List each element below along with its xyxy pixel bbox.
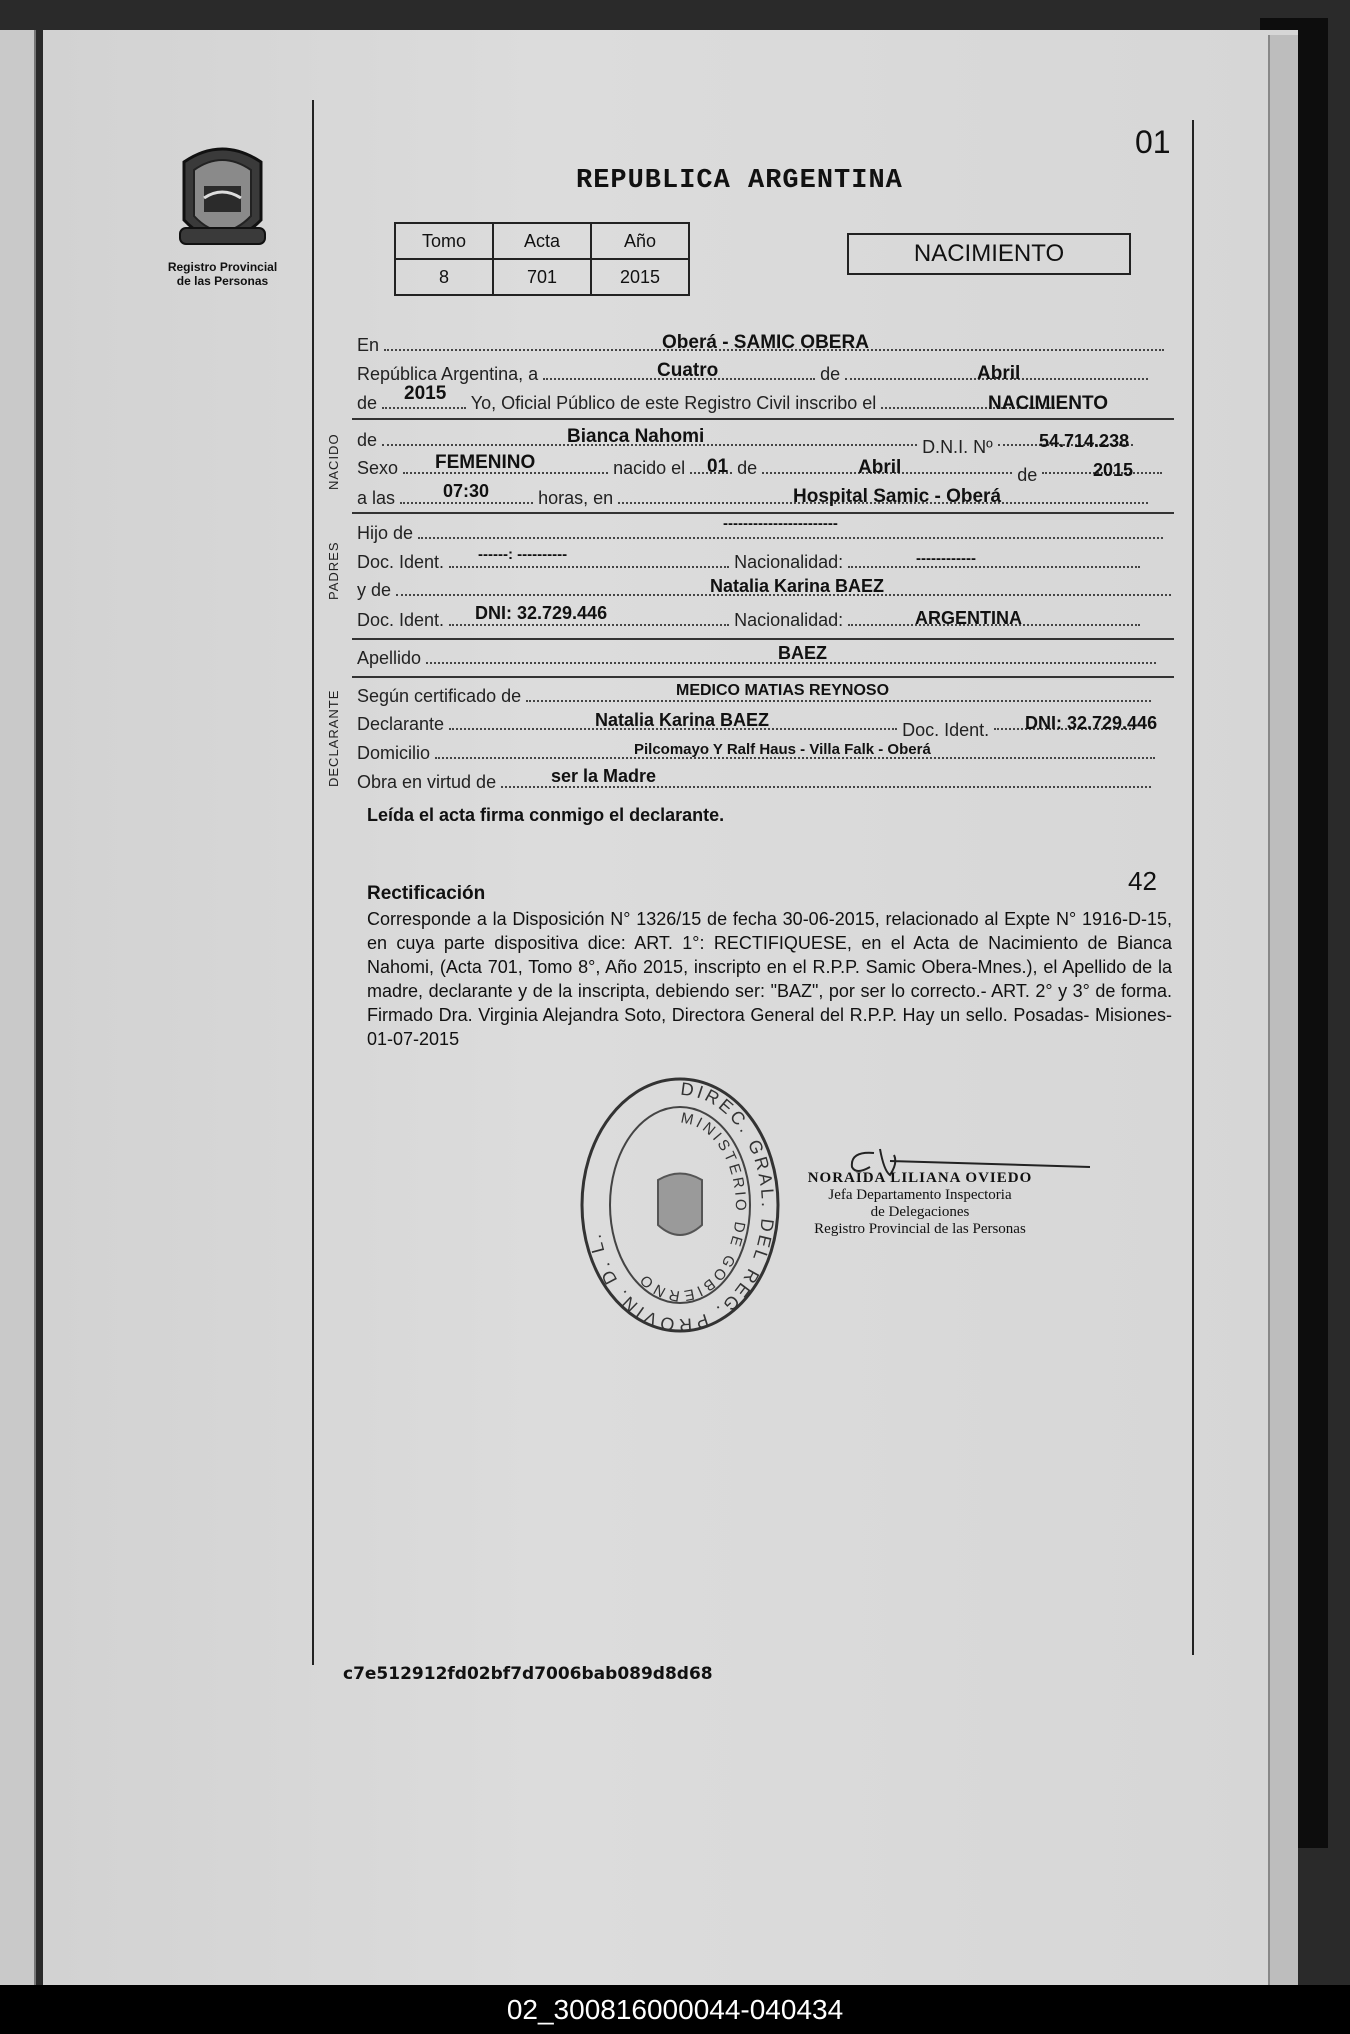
section-separator-1	[352, 418, 1174, 420]
acta-type-box: NACIMIENTO	[847, 233, 1131, 275]
acta-value: 701	[493, 259, 591, 295]
value-lugar: Oberá - SAMIC OBERA	[662, 332, 869, 353]
stamp-outer-text: DIREC. GRAL. DEL REG. PROVIN. D. L.	[584, 1078, 778, 1335]
label-republica: República Argentina, a	[357, 364, 539, 384]
side-label-nacido: NACIDO	[326, 433, 341, 490]
signatory-name: NORAIDA LILIANA OVIEDO	[807, 1170, 1033, 1186]
value-nombre: Bianca Nahomi	[567, 426, 705, 447]
value-anio-nac: 2015	[1093, 460, 1134, 480]
value-tipo: NACIMIENTO	[988, 393, 1108, 414]
left-margin-line	[312, 100, 314, 1665]
page-number: 01	[1135, 124, 1171, 160]
right-margin-line	[1192, 120, 1194, 1655]
label-doc-ident-1: Doc. Ident.	[357, 552, 445, 572]
signatory-role-2: de Delegaciones	[870, 1204, 970, 1220]
value-mes-nac: Abril	[858, 457, 902, 478]
signatory-role-3: Registro Provincial de las Personas	[814, 1221, 1026, 1237]
value-certificado: MEDICO MATIAS REYNOSO	[676, 682, 890, 699]
label-y-de: y de	[357, 580, 392, 600]
side-label-padres: PADRES	[326, 541, 341, 600]
label-obra: Obra en virtud de	[357, 772, 497, 792]
value-domicilio: Pilcomayo Y Ralf Haus - Villa Falk - Oberá	[634, 741, 931, 758]
row-apellido	[357, 646, 1156, 668]
signatory-role-1: Jefa Departamento Inspectoria	[828, 1187, 1012, 1203]
label-oficial: Yo, Oficial Público de este Registro Civil inscribo el	[470, 393, 877, 413]
registry-value-row	[395, 259, 689, 295]
registry-header-row	[395, 223, 689, 259]
file-code-bar: 02_300816000044-040434	[0, 1985, 1350, 2034]
value-apellido: BAEZ	[778, 643, 827, 663]
value-lugar-nac: Hospital Samic - Oberá	[793, 486, 1002, 507]
registro-line-2: de las Personas	[176, 274, 269, 288]
label-sexo: Sexo	[357, 458, 399, 478]
rectificacion-title: Rectificación	[367, 883, 486, 904]
label-nacionalidad-1: Nacionalidad:	[734, 552, 844, 572]
row-republica	[357, 362, 1148, 384]
label-apellido: Apellido	[357, 648, 422, 668]
value-doc-padre: ------: ----------	[478, 546, 568, 563]
label-hijo-de: Hijo de	[357, 523, 414, 543]
section-separator-3	[352, 638, 1174, 640]
row-doc-padre	[357, 550, 1140, 572]
rectificacion-number: 42	[1128, 866, 1157, 896]
value-hora: 07:30	[443, 481, 490, 501]
rectificacion-body: Corresponde a la Disposición N° 1326/15 de fecha 30-06-2015, relacionado al Expte N° 1916-D-15, en cuya parte dispositiva dice: ART. 1°: RECTIFIQUESE, en el Acta de Nacimiento de Bianca Nahomi, (Acta 701, Tomo 8°, Año 2015, inscripto en el R.P.P. Samic Obera-Mnes.), el Apellido de la madre, declarante y de la inscripta, debiendo ser: "BAZ", por ser lo correcto.- ART. 2° y 3° de forma. Firmado Dra. Virginia Alejandra Soto, Directora General del R.P.P. Hay un sello. Posadas- Misiones- 01-07-2015	[367, 909, 1172, 1049]
label-nacionalidad-2: Nacionalidad:	[734, 610, 844, 630]
label-doc-ident-2: Doc. Ident.	[357, 610, 445, 630]
label-horas-en: horas, en	[538, 488, 614, 508]
tomo-header: Tomo	[395, 223, 493, 259]
label-domicilio: Domicilio	[357, 743, 431, 763]
label-en: En	[357, 335, 380, 355]
value-nac-padre: ------------	[916, 550, 976, 567]
label-de-name: de	[357, 430, 378, 450]
tomo-value: 8	[395, 259, 493, 295]
value-anio: 2015	[404, 383, 447, 404]
registry-table	[394, 222, 690, 296]
anio-header: Año	[591, 223, 689, 259]
registro-line-1: Registro Provincial	[167, 260, 278, 274]
previous-page-edge	[0, 30, 36, 1985]
value-nac-madre: ARGENTINA	[915, 608, 1022, 628]
value-dia-nac: 01	[707, 456, 729, 477]
section-separator-4	[352, 676, 1174, 678]
label-de-birth-month: de	[737, 458, 758, 478]
label-de-birth-year: de	[1017, 465, 1038, 485]
closing-statement: Leída el acta firma conmigo el declarante.	[367, 805, 725, 825]
stamp-inner-text: MINISTERIO DE GOBIERNO	[634, 1109, 749, 1305]
label-a-las: a las	[357, 488, 396, 508]
row-obra	[357, 770, 1151, 792]
row-nombre	[357, 428, 1133, 457]
section-separator-2	[352, 512, 1174, 514]
value-sexo: FEMENINO	[435, 452, 536, 473]
value-padre: -----------------------	[723, 515, 838, 532]
label-doc-ident-3: Doc. Ident.	[902, 720, 990, 740]
label-nacido: nacido el	[613, 458, 686, 478]
official-stamp-icon	[578, 1075, 783, 1335]
label-segun: Según certificado de	[357, 686, 522, 706]
misiones-seal-icon	[170, 142, 275, 257]
value-doc-madre: DNI: 32.729.446	[475, 603, 608, 623]
value-dia: Cuatro	[657, 360, 719, 381]
label-dni: D.N.I. Nº	[922, 437, 993, 457]
side-label-declarante: DECLARANTE	[326, 689, 341, 787]
registro-provincial-label	[150, 260, 295, 288]
row-oficial	[357, 391, 1071, 413]
anio-value: 2015	[591, 259, 689, 295]
label-declarante: Declarante	[357, 714, 445, 734]
value-dni: 54.714.238	[1039, 431, 1130, 451]
value-mes: Abril	[977, 363, 1021, 384]
signature-block	[805, 1170, 1035, 1238]
label-de-month: de	[820, 364, 841, 384]
label-de-year: de	[357, 393, 378, 413]
document-title: REPUBLICA ARGENTINA	[576, 166, 903, 196]
value-obra: ser la Madre	[551, 766, 657, 786]
value-declarante: Natalia Karina BAEZ	[595, 710, 770, 730]
acta-header: Acta	[493, 223, 591, 259]
document-hash: c7e512912fd02bf7d7006bab089d8d68	[343, 1664, 713, 1684]
value-doc-declarante: DNI: 32.729.446	[1025, 713, 1158, 733]
value-madre: Natalia Karina BAEZ	[710, 576, 885, 596]
sheet-edge	[1268, 35, 1298, 1985]
